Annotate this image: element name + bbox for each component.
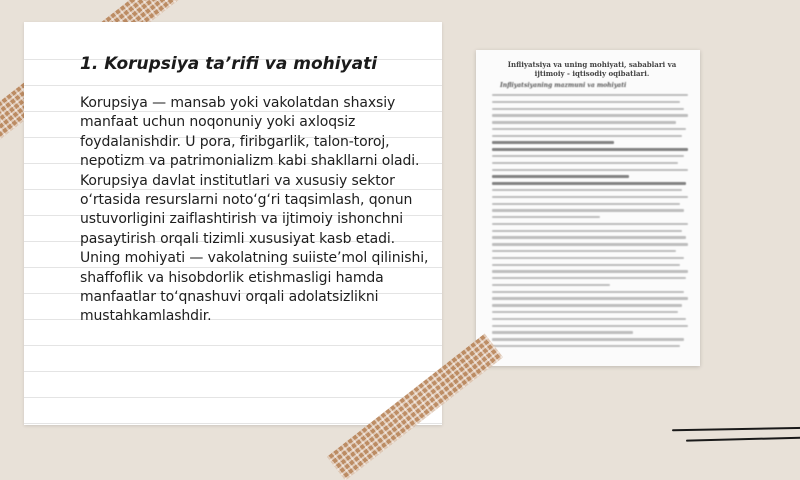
document-text-line [492,345,680,347]
document-text-line [492,101,680,103]
document-text-line [492,121,676,123]
document-text-line [492,297,688,299]
body-text: Korupsiya — mansab yoki vakolatdan shaxsiy manfaat uchun noqonuniy yoki axloqsiz foydalanishdir. U pora, firibgarlik, talon-toroj, nepotizm va patrimonializm kabi shakllarni oladi. Korupsiya davlat institutlari va xususiy sektor o‘rtasida resurslarni noto‘g‘ri taqsimlash, qonun ustuvorligini zaiflashtirish va ijtimoiy ishonchni pasaytirish orqali tizimli xususiyat kasb etadi. Uning mohiyati — vakolatning suiiste’mol qilinishi, shaffoflik va hisobdorlik etishmasligi hamda manfaatlar to‘qnashuvi orqali adolatsizlikni mustahkamlashdir. [80,95,429,325]
document-text-line [492,135,682,137]
document-image [476,50,700,366]
document-text-line [492,108,684,110]
document-text-line [492,175,629,177]
document-text-line [492,223,688,225]
document-text-line [492,209,684,211]
document-text-line [492,264,680,266]
document-text-line [492,338,684,340]
document-text-line [492,304,682,306]
document-text-line [492,270,688,272]
decorative-line [672,427,800,431]
document-text-line [492,94,688,96]
document-text-line [492,250,676,252]
document-subheading: Infliyatsiyaning mazmuni va mohiyati [500,82,627,89]
document-text-line [492,141,614,143]
document-text-line [492,148,688,150]
document-title: Infliyatsiya va uning mohiyati, sabablari va ijtimoiy - iqtisodiy oqibatlari. [507,60,677,78]
document-text-line [492,277,686,279]
document-text-line [492,243,688,245]
document-text-line [492,325,688,327]
document-text-line [492,169,688,171]
document-text-line [492,311,678,313]
document-text-line [492,114,688,116]
section-title: 1. Korupsiya ta’rifi va mohiyati [80,54,378,74]
document-text-lines [492,94,688,352]
decorative-line [686,436,800,441]
document-text-line [492,196,688,198]
document-text-line [492,203,680,205]
document-text-line [492,284,610,286]
document-text-line [492,128,686,130]
document-text-line [492,257,684,259]
document-text-line [492,236,686,238]
document-text-line [492,216,600,218]
document-text-line [492,162,678,164]
document-text-line [492,291,684,293]
document-text-line [492,189,682,191]
document-text-line [492,155,684,157]
document-text-line [492,182,686,184]
document-text-line [492,318,686,320]
document-text-line [492,230,682,232]
document-text-line [492,331,633,333]
